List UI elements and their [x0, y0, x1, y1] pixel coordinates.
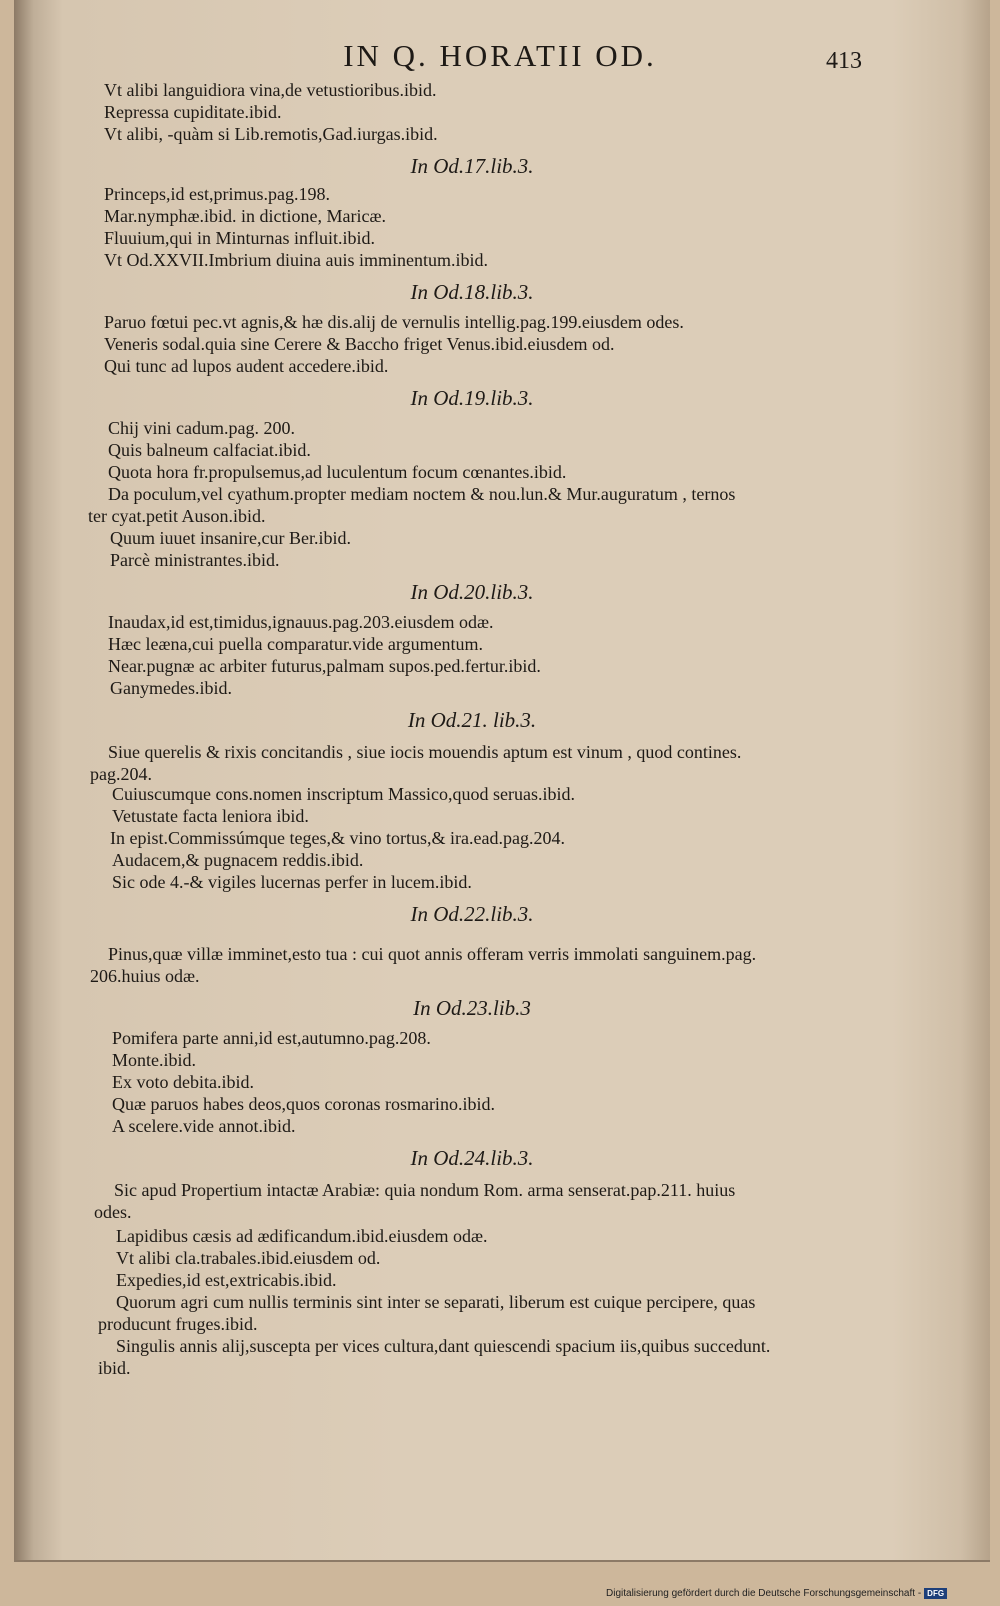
index-entry: Sic ode 4.-& vigiles lucernas perfer in lucem.ibid. [112, 872, 472, 892]
index-entry: 206.huius odæ. [90, 966, 200, 986]
section-heading: In Od.22.lib.3. [410, 902, 534, 926]
index-entry: Siue querelis & rixis concitandis , siue iocis mouendis aptum est vinum , quod contines. [108, 742, 742, 762]
index-entry: Qui tunc ad lupos audent accedere.ibid. [104, 356, 389, 376]
index-entry: Singulis annis alij,suscepta per vices cultura,dant quiescendi spacium iis,quibus succedunt. [116, 1336, 771, 1356]
index-entry: Lapidibus cæsis ad ædificandum.ibid.eiusdem odæ. [116, 1226, 488, 1246]
index-entry: ter cyat.petit Auson.ibid. [88, 506, 266, 526]
index-entry: Veneris sodal.quia sine Cerere & Baccho friget Venus.ibid.eiusdem od. [104, 334, 615, 354]
index-entry: Vetustate facta leniora ibid. [112, 806, 309, 826]
index-entry: ibid. [98, 1358, 131, 1378]
index-entry: producunt fruges.ibid. [98, 1314, 258, 1334]
index-entry: A scelere.vide annot.ibid. [112, 1116, 296, 1136]
page-number: 413 [826, 48, 862, 74]
index-entry: Expedies,id est,extricabis.ibid. [116, 1270, 337, 1290]
section-heading: In Od.20.lib.3. [410, 580, 534, 604]
index-entry: Sic apud Propertium intactæ Arabiæ: quia nondum Rom. arma senserat.pap.211. huius [114, 1180, 736, 1200]
index-entry: pag.204. [90, 764, 152, 784]
digitization-credit [606, 1588, 947, 1599]
index-entry: Ganymedes.ibid. [110, 678, 232, 698]
index-entry: Princeps,id est,primus.pag.198. [104, 184, 330, 204]
dfg-logo: DFG [924, 1588, 947, 1599]
index-entry: Paruo fœtui pec.vt agnis,& hæ dis.alij de vernulis intellig.pag.199.eiusdem odes. [104, 312, 684, 332]
index-entry: Repressa cupiditate.ibid. [104, 102, 282, 122]
section-heading: In Od.19.lib.3. [410, 386, 534, 410]
index-entry: Near.pugnæ ac arbiter futurus,palmam supos.ped.fertur.ibid. [108, 656, 541, 676]
index-entry: Inaudax,id est,timidus,ignauus.pag.203.eiusdem odæ. [108, 612, 494, 632]
index-entry: Hæc leæna,cui puella comparatur.vide argumentum. [108, 634, 484, 654]
section-heading: In Od.24.lib.3. [410, 1146, 534, 1170]
index-entry: Parcè ministrantes.ibid. [110, 550, 280, 570]
index-entry: Fluuium,qui in Minturnas influit.ibid. [104, 228, 376, 248]
section-heading: In Od.21. lib.3. [407, 708, 537, 732]
index-entry: In epist.Commissúmque teges,& vino tortus,& ira.ead.pag.204. [110, 828, 565, 848]
index-entry: Quis balneum calfaciat.ibid. [108, 440, 311, 460]
index-entry: Da poculum,vel cyathum.propter mediam noctem & nou.lun.& Mur.auguratum , ternos [108, 484, 736, 504]
index-entry: Vt Od.XXVII.Imbrium diuina auis imminentum.ibid. [104, 250, 488, 270]
running-header: IN Q. HORATII OD. [343, 38, 657, 73]
index-entry: Chij vini cadum.pag. 200. [108, 418, 295, 438]
index-entry: Quum iuuet insanire,cur Ber.ibid. [110, 528, 351, 548]
credit-text: Digitalisierung gefördert durch die Deutsche Forschungsgemeinschaft - [606, 1588, 922, 1600]
index-entry: Cuiuscumque cons.nomen inscriptum Massico,quod seruas.ibid. [112, 784, 575, 804]
index-entry: Quæ paruos habes deos,quos coronas rosmarino.ibid. [112, 1094, 495, 1114]
index-entry: Quota hora fr.propulsemus,ad luculentum focum cœnantes.ibid. [108, 462, 567, 482]
index-entry: Monte.ibid. [112, 1050, 196, 1070]
section-heading: In Od.18.lib.3. [410, 280, 534, 304]
index-entry: Mar.nymphæ.ibid. in dictione, Maricæ. [104, 206, 386, 226]
section-heading: In Od.23.lib.3 [413, 996, 531, 1020]
section-heading: In Od.17.lib.3. [410, 154, 534, 178]
index-entry: Pomifera parte anni,id est,autumno.pag.208. [112, 1028, 431, 1048]
index-entry: Quorum agri cum nullis terminis sint inter se separati, liberum est cuique percipere, quas [116, 1292, 756, 1312]
index-entry: Vt alibi, -quàm si Lib.remotis,Gad.iurgas.ibid. [104, 124, 438, 144]
index-entry: Pinus,quæ villæ imminet,esto tua : cui quot annis offeram verris immolati sanguinem.pag. [108, 944, 757, 964]
index-entry: Audacem,& pugnacem reddis.ibid. [112, 850, 364, 870]
index-entry: Ex voto debita.ibid. [112, 1072, 254, 1092]
index-entry: Vt alibi cla.trabales.ibid.eiusdem od. [116, 1248, 381, 1268]
index-entry: odes. [94, 1202, 132, 1222]
index-entry: Vt alibi languidiora vina,de vetustioribus.ibid. [104, 80, 437, 100]
